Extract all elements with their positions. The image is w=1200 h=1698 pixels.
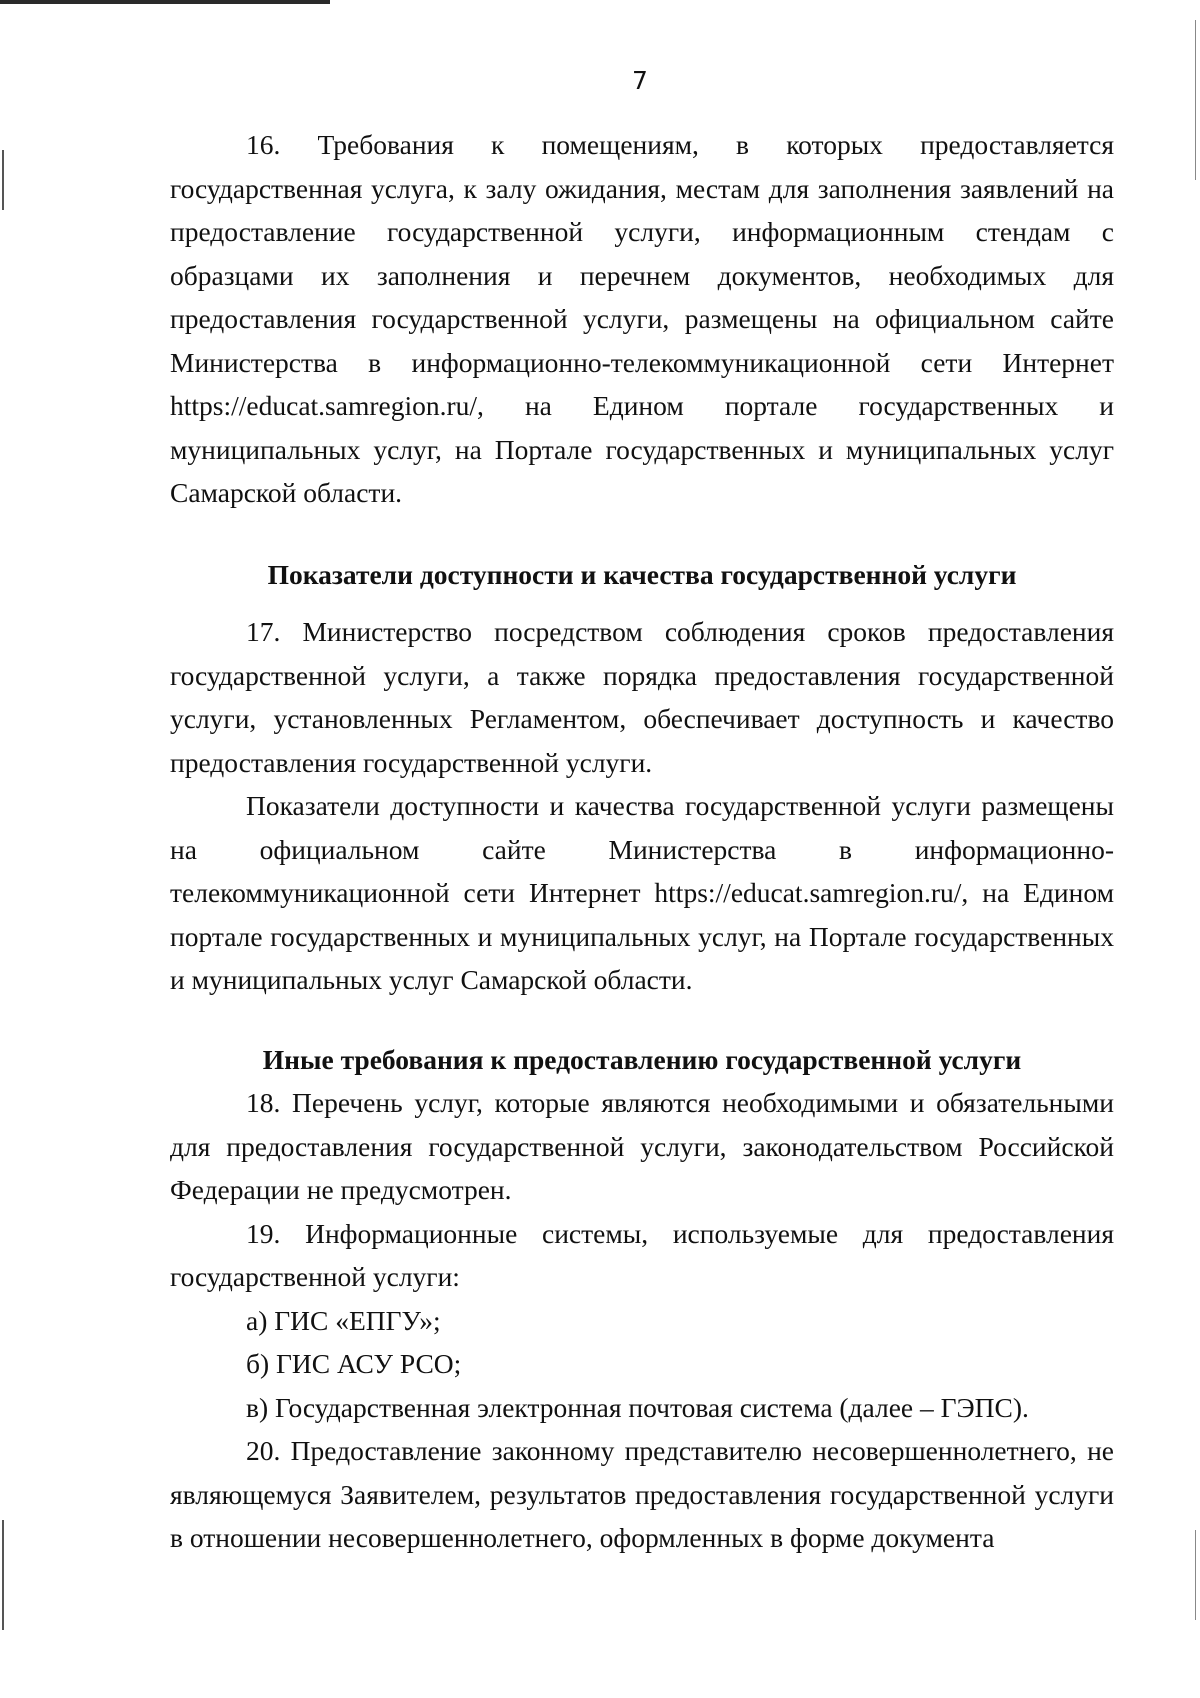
paragraph-19: 19. Информационные системы, используемые для предоставления государственной услуги: (170, 1217, 1114, 1292)
list-item: а) ГИС «ЕПГУ»; (246, 1304, 441, 1336)
paragraph-20: 20. Предоставление законному представителю несовершеннолетнего, не являющемуся Заявителем, результатов предоставления государственной услуги в отношении несовершеннолетнего, оформленных в форме документа (170, 1435, 1114, 1553)
scan-mark-right (1195, 1530, 1196, 1620)
list-item: б) ГИС АСУ РСО; (246, 1348, 462, 1379)
document-body (170, 123, 1114, 1560)
page-number: 7 (632, 66, 648, 95)
spacer (170, 1002, 1114, 1038)
scan-mark-right (1195, 20, 1196, 180)
scan-edge-top (0, 0, 330, 4)
paragraph-16: 16. Требования к помещениям, в которых предоставляется государственная услуга, к залу ожидания, местам для заполнения заявлений на предоставление государственной услуги, информационным стендам с образцами их заполнения и перечнем документов, необходимых для предоставления государственной услуги, размещены на официальном сайте Министерства в информационно-телекоммуникационной сети Интернет https://educat.samregion.ru/, на Едином портале государственных и муниципальных услуг, на Портале государственных и муниципальных услуг Самарской области. (170, 129, 1114, 508)
paragraph-17: 17. Министерство посредством соблюдения сроков предоставления государственной услуги, а также порядка предоставления государственной услуги, установленных Регламентом, обеспечивает доступность и качество предоставления государственной услуги. (170, 616, 1114, 778)
spacer (170, 596, 1114, 610)
heading-other-requirements: Иные требования к предоставлению государственной услуги (262, 1043, 1022, 1075)
spacer (170, 515, 1114, 553)
paragraph-18: 18. Перечень услуг, которые являются необходимыми и обязательными для предоставления государственной услуги, законодательством Российской Федерации не предусмотрен. (170, 1087, 1114, 1205)
list-item: в) Государственная электронная почтовая система (далее – ГЭПС). (246, 1391, 1029, 1423)
heading-availability: Показатели доступности и качества государственной услуги (267, 558, 1017, 590)
scan-mark-left (2, 150, 4, 210)
paragraph-17-indicators: Показатели доступности и качества государственной услуги размещены на официальном сайте Министерства в информационно-телекоммуникационной сети Интернет https://educat.samregion.ru/, на Едином портале государственных и муниципальных услуг, на Портале государственных и муниципальных услуг Самарской области. (170, 790, 1114, 995)
scan-mark-left (2, 1520, 4, 1630)
